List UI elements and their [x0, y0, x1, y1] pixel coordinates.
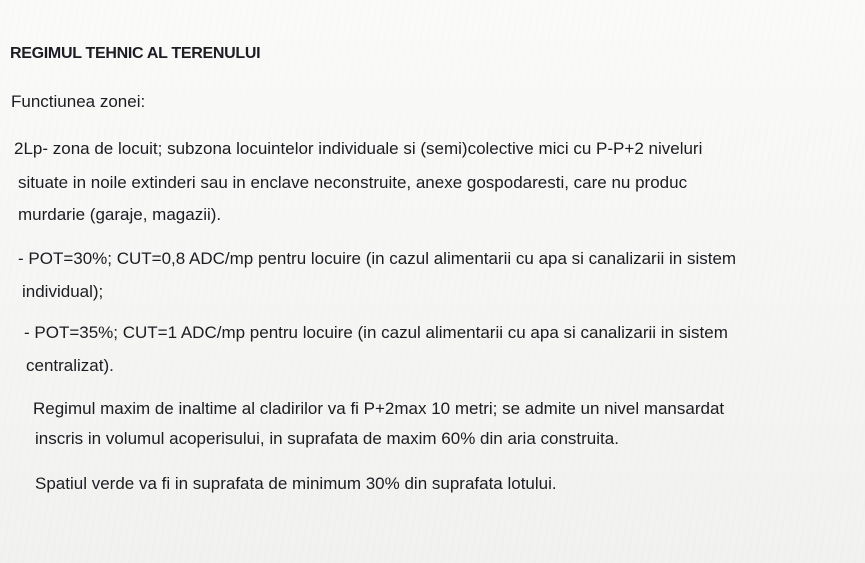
section-label: Functiunea zonei:	[11, 92, 146, 111]
paragraph-4-line-1: Regimul maxim de inaltime al cladirilor va fi P+2max 10 metri; se admite un nivel mansardat	[33, 399, 725, 418]
paragraph-1-line-3: murdarie (garaje, magazii).	[18, 205, 222, 224]
paragraph-3-line-2: centralizat).	[26, 356, 114, 375]
paragraph-2-line-1: - POT=30%; CUT=0,8 ADC/mp pentru locuire (in cazul alimentarii cu apa si canalizarii in sistem	[18, 249, 737, 268]
paragraph-1-line-1: 2Lp- zona de locuit; subzona locuintelor individuale si (semi)colective mici cu P-P+2 niveluri	[14, 139, 703, 158]
document-title: REGIMUL TEHNIC AL TERENULUI	[10, 45, 261, 62]
paragraph-2-line-2: individual);	[22, 282, 104, 301]
paragraph-4-line-2: inscris in volumul acoperisului, in suprafata de maxim 60% din aria construita.	[35, 429, 619, 448]
paragraph-5-line-1: Spatiul verde va fi in suprafata de minimum 30% din suprafata lotului.	[35, 474, 557, 493]
paragraph-3-line-1: - POT=35%; CUT=1 ADC/mp pentru locuire (in cazul alimentarii cu apa si canalizarii in sistem	[24, 323, 728, 342]
paragraph-1-line-2: situate in noile extinderi sau in enclave neconstruite, anexe gospodaresti, care nu produc	[18, 173, 688, 192]
